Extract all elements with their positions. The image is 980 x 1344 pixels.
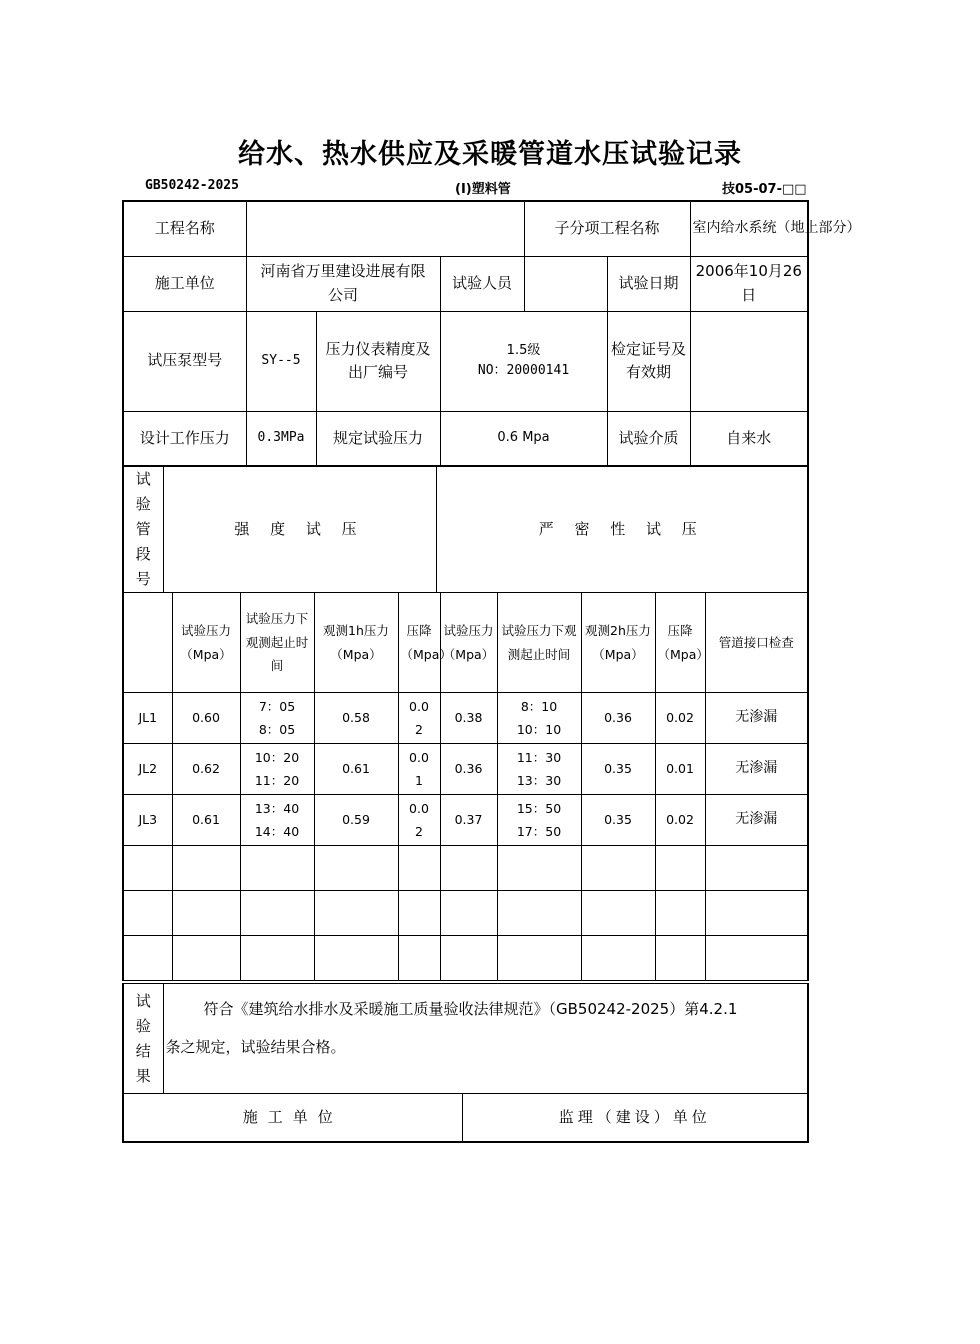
segment-header-table [122,466,809,593]
time-end: 17：50 [516,824,562,839]
header-pressure-2h: 观测2h压力（Mpa） [581,593,655,693]
drop-part-b: 2 [415,722,423,737]
drop-part-b: 1 [415,773,423,788]
medium-value: 自来水 [690,411,808,466]
info-table [122,200,861,467]
project-name-label: 工程名称 [123,201,246,256]
tight-test-pressure: 0.37 [440,795,497,846]
test-pressure: 0.60 [172,693,240,744]
observe-time [240,693,314,744]
observe-time [240,744,314,795]
time-end: 8：05 [258,722,296,737]
strength-test-label: 强 度 试 压 [163,467,436,593]
cert-value [690,311,808,411]
supervisor-signature: 监理（建设）单位 [462,1094,808,1142]
segment-id: JL2 [123,744,172,795]
drop-part-a: 0.0 [409,698,429,714]
pressure-2h: 0.35 [581,795,655,846]
test-date-label: 试验日期 [607,256,690,311]
table-row [123,744,808,795]
pressure-data-table [122,592,809,981]
joint-check: 无渗漏 [705,693,808,744]
pipe-category: (Ⅰ)塑料管 [455,182,511,197]
sub-project-label: 子分项工程名称 [524,201,690,256]
tight-test-pressure: 0.38 [440,693,497,744]
table-row [123,795,808,846]
time-end: 13：30 [516,773,562,788]
segment-id: JL1 [123,693,172,744]
joint-check: 无渗漏 [705,795,808,846]
header-joint-check: 管道接口检查 [705,593,808,693]
joint-check: 无渗漏 [705,744,808,795]
pressure-2h: 0.35 [581,744,655,795]
header-test-pressure: 试验压力（Mpa） [172,593,240,693]
result-line-2: 条之规定，试验结果合格。 [165,1038,346,1056]
design-pressure-label: 设计工作压力 [123,411,246,466]
drop-part-a: 0.0 [409,749,429,765]
tight-pressure-drop: 0.02 [655,795,705,846]
time-start: 7：05 [258,698,296,714]
contractor-value: 河南省万里建设进展有限公司 [246,256,440,311]
pump-model-label: 试压泵型号 [123,311,246,411]
test-pressure-value: 0.6 Mpa [440,411,607,466]
result-line-1: 符合《建筑给水排水及采暖施工质量验收法律规范》（GB50242-2025）第4.2.1 [203,1000,738,1018]
time-start: 8：10 [520,698,558,714]
signature-table [122,1093,809,1143]
tight-observe-time [497,744,581,795]
gauge-label: 压力仪表精度及出厂编号 [316,311,440,411]
empty-row [123,846,808,891]
result-table [122,983,809,1094]
cert-label: 检定证号及有效期 [607,311,690,411]
test-pressure-label: 规定试验压力 [316,411,440,466]
header-pressure-drop: 压降（Mpa） [398,593,440,693]
pressure-drop [398,744,440,795]
result-text [163,984,808,1094]
segment-id-header [123,593,172,693]
pressure-drop [398,795,440,846]
contractor-label: 施工单位 [123,256,246,311]
tester-value [524,256,607,311]
pressure-drop [398,693,440,744]
form-code: 技05-07-□□ [722,182,807,197]
document-title: 给水、热水供应及采暖管道水压试验记录 [238,139,742,170]
pressure-2h: 0.36 [581,693,655,744]
tight-pressure-drop: 0.02 [655,693,705,744]
header-tight-observe-time: 试验压力下观测起止时间 [497,593,581,693]
segment-label: 试验管段号 [123,467,163,593]
time-end: 10：10 [516,722,562,737]
empty-row [123,891,808,936]
tight-test-pressure: 0.36 [440,744,497,795]
test-pressure: 0.62 [172,744,240,795]
tight-observe-time [497,795,581,846]
tester-label: 试验人员 [440,256,524,311]
medium-label: 试验介质 [607,411,690,466]
time-start: 13：40 [254,800,300,816]
sub-project-value: 室内给水系统（地上部分） [690,201,808,256]
gauge-value [440,311,607,411]
tight-observe-time [497,693,581,744]
time-end: 11：20 [254,773,300,788]
time-start: 10：20 [254,749,300,765]
pressure-1h: 0.59 [314,795,398,846]
time-start: 15：50 [516,800,562,816]
test-date-value: 2006年10月26日 [690,256,808,311]
time-start: 11：30 [516,749,562,765]
drop-part-b: 2 [415,824,423,839]
test-pressure: 0.61 [172,795,240,846]
time-end: 14：40 [254,824,300,839]
standard-number: GB50242-2025 [145,178,239,193]
pressure-1h: 0.61 [314,744,398,795]
tightness-test-label: 严 密 性 试 压 [436,467,808,593]
drop-part-a: 0.0 [409,800,429,816]
pressure-1h: 0.58 [314,693,398,744]
project-name-value [246,201,524,256]
gauge-number: NO：20000141 [477,363,570,378]
segment-id: JL3 [123,795,172,846]
gauge-grade: 1.5级 [506,342,541,358]
header-tight-pressure-drop: 压降（Mpa） [655,593,705,693]
result-label: 试验结果 [123,984,163,1094]
design-pressure-value: 0.3MPa [246,411,316,466]
tight-pressure-drop: 0.01 [655,744,705,795]
observe-time [240,795,314,846]
empty-row [123,936,808,981]
header-tight-test-pressure: 试验压力（Mpa） [440,593,497,693]
pump-model-value: SY--5 [246,311,316,411]
header-pressure-1h: 观测1h压力（Mpa） [314,593,398,693]
header-observe-time: 试验压力下观测起止时间 [240,593,314,693]
table-row [123,693,808,744]
contractor-signature: 施工单位 [123,1094,462,1142]
